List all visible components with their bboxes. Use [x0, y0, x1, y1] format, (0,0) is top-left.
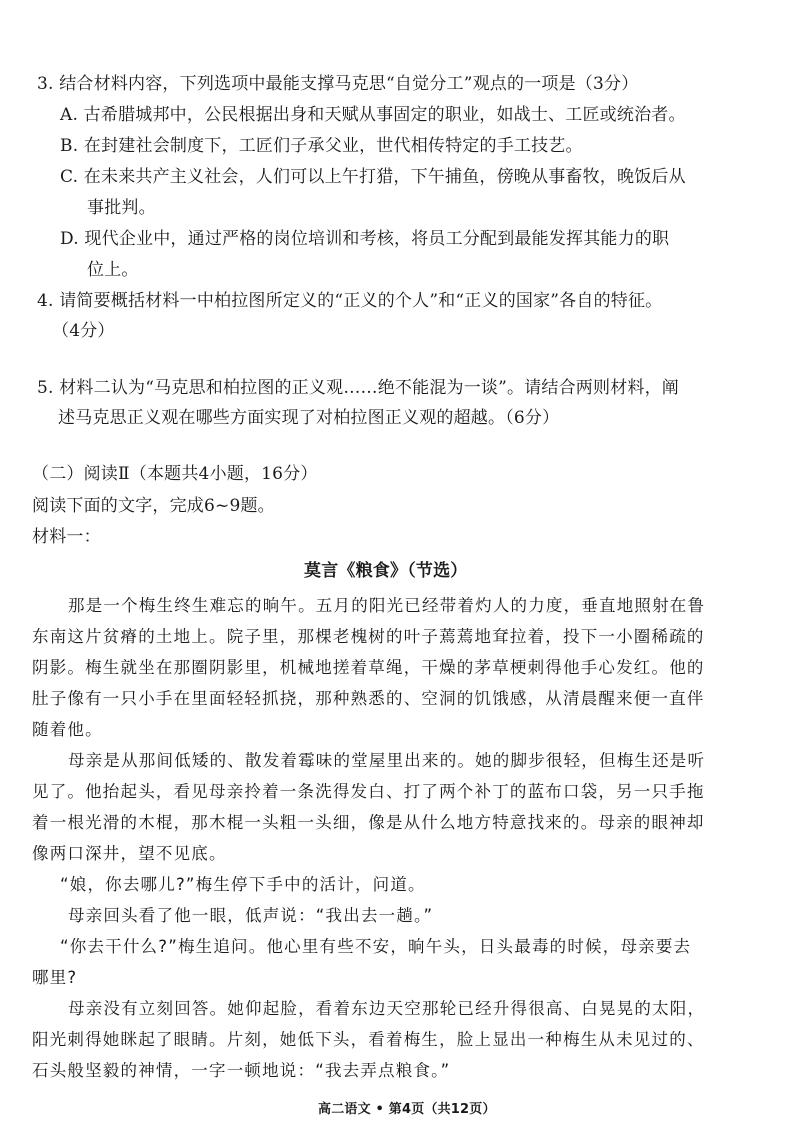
passage-line: 东南这片贫瘠的土地上。院子里，那棵老槐树的叶子蔫蔫地耷拉着，投下一小圈稀疏的 — [32, 627, 705, 646]
page-footer: 高二语文 • 第4页（共12页） — [318, 1102, 496, 1117]
passage-line: 母亲回头看了他一眼，低声说：“我出去一趟。” — [68, 906, 434, 925]
question-3-option-c-line2: 事批判。 — [87, 198, 156, 218]
question-3-option-d-line2: 位上。 — [87, 260, 139, 280]
passage-line: 肚子像有一只小手在里面轻轻抓挠，那种熟悉的、空洞的饥饿感，从清晨醒来便一直伴 — [32, 689, 705, 708]
material-label: 材料一： — [32, 527, 101, 547]
passage-line: 那是一个梅生终生难忘的晌午。五月的阳光已经带着灼人的力度，垂直地照射在鲁 — [68, 596, 706, 615]
question-5-line1: 5. 材料二认为“马克思和柏拉图的正义观……绝不能混为一谈”。请结合两则材料，阐 — [37, 378, 680, 398]
question-4-line2: （4分） — [52, 321, 115, 341]
passage-line: 随着他。 — [32, 720, 103, 739]
question-4-line1: 4. 请简要概括材料一中柏拉图所定义的“正义的个人”和“正义的国家”各自的特征。 — [37, 291, 663, 311]
question-3-stem: 3. 结合材料内容，下列选项中最能支撑马克思“自觉分工”观点的一项是（3分） — [37, 74, 639, 94]
section-instruction: 阅读下面的文字，完成6~9题。 — [32, 496, 275, 516]
question-3-option-c-line1: C. 在未来共产主义社会，人们可以上午打猎，下午捕鱼，傍晚从事畜牧，晚饭后从 — [60, 167, 686, 187]
passage-line: 阴影。梅生就坐在那圈阴影里，机械地搓着草绳，干燥的茅草梗刺得他手心发红。他的 — [32, 658, 705, 677]
passage-line: 母亲是从那间低矮的、散发着霉味的堂屋里出来的。她的脚步很轻，但梅生还是听 — [68, 751, 706, 770]
question-3-option-b: B. 在封建社会制度下，工匠们子承父业，世代相传特定的手工技艺。 — [60, 136, 583, 156]
passage-line: “娘，你去哪儿?”梅生停下手中的活计，问道。 — [60, 875, 426, 894]
passage-line: “你去干什么?”梅生追问。他心里有些不安，晌午头，日头最毒的时候，母亲要去 — [60, 937, 692, 956]
passage-line: 哪里? — [32, 968, 78, 987]
passage-title: 莫言《粮食》（节选） — [304, 561, 468, 581]
question-3-option-a: A. 古希腊城邦中，公民根据出身和天赋从事固定的职业，如战士、工匠或统治者。 — [60, 105, 686, 125]
section-heading: （二）阅读Ⅱ（本题共4小题，16分） — [32, 464, 318, 484]
passage-line: 着一根光滑的木棍，那木棍一头粗一头细，像是从什么地方特意找来的。母亲的眼神却 — [32, 813, 705, 832]
passage-line: 像两口深井，望不见底。 — [32, 844, 227, 863]
passage-line: 母亲没有立刻回答。她仰起脸，看着东边天空那轮已经升得很高、白晃晃的太阳， — [68, 999, 706, 1018]
passage-line: 石头般坚毅的神情，一字一顿地说：“我去弄点粮食。” — [32, 1061, 451, 1080]
passage-line: 阳光刺得她眯起了眼睛。片刻，她低下头，看着梅生，脸上显出一种梅生从未见过的、 — [32, 1030, 705, 1049]
question-3-option-d-line1: D. 现代企业中，通过严格的岗位培训和考核，将员工分配到最能发挥其能力的职 — [60, 229, 670, 249]
question-5-line2: 述马克思正义观在哪些方面实现了对柏拉图正义观的超越。（6分） — [58, 408, 560, 428]
passage-line: 见了。他抬起头，看见母亲拎着一条洗得发白、打了两个补丁的蓝布口袋，另一只手拖 — [32, 782, 705, 801]
